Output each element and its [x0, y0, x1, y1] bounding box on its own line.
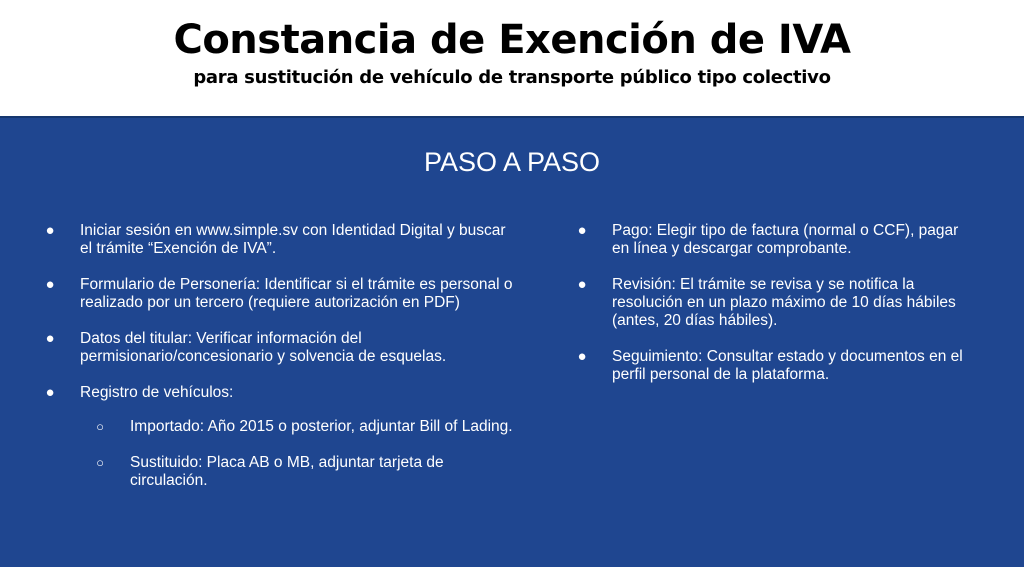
section-title: PASO A PASO: [423, 147, 601, 177]
hollow-bullet-icon: ○: [96, 455, 104, 470]
sub-steps: [40, 418, 520, 490]
sub-step-sustituido: [40, 454, 520, 490]
bullet-icon: ●: [45, 276, 55, 293]
bullet-icon: ●: [45, 222, 55, 239]
bullet-icon: ●: [577, 276, 587, 293]
bullet-icon: ●: [577, 348, 587, 365]
step-text: Seguimiento: Consultar estado y documentos en el perfil personal de la plataforma.: [612, 348, 963, 383]
bullet-icon: ●: [577, 222, 587, 239]
bullet-icon: ●: [45, 330, 55, 347]
steps-panel: [0, 118, 1024, 567]
steps-list-left: [40, 222, 520, 508]
step-item-personeria: [40, 276, 520, 312]
step-text: Formulario de Personería: Identificar si el trámite es personal o realizado por un tercero (requiere autorización en PDF): [80, 276, 513, 311]
step-item-titular: [40, 330, 520, 366]
steps-list-right: [572, 222, 972, 402]
step-item-seguimiento: [572, 348, 972, 384]
sub-step-importado: [40, 418, 520, 436]
sub-steps-list: [40, 418, 520, 490]
page-subtitle: para sustitución de vehículo de transporte público tipo colectivo: [193, 67, 831, 88]
step-item-registro: [40, 384, 520, 402]
sub-step-text: Sustituido: Placa AB o MB, adjuntar tarjeta de circulación.: [130, 454, 444, 489]
step-text: Pago: Elegir tipo de factura (normal o CCF), pagar en línea y descargar comprobante.: [612, 222, 959, 257]
step-item-revision: [572, 276, 972, 330]
step-item-pago: [572, 222, 972, 258]
step-item-login: [40, 222, 520, 258]
header: [0, 0, 1024, 118]
bullet-icon: ●: [45, 384, 55, 401]
page-title: Constancia de Exención de IVA: [173, 17, 851, 63]
hollow-bullet-icon: ○: [96, 419, 104, 434]
step-text: Iniciar sesión en www.simple.sv con Identidad Digital y buscar el trámite “Exención de IVA”.: [80, 222, 506, 257]
sub-step-text: Importado: Año 2015 o posterior, adjuntar Bill of Lading.: [130, 418, 513, 435]
step-text: Datos del titular: Verificar información del permisionario/concesionario y solvencia de esquelas.: [80, 330, 447, 365]
step-text: Registro de vehículos:: [80, 384, 234, 401]
step-text: Revisión: El trámite se revisa y se notifica la resolución en un plazo máximo de 10 días hábiles (antes, 20 días hábiles).: [612, 276, 956, 329]
